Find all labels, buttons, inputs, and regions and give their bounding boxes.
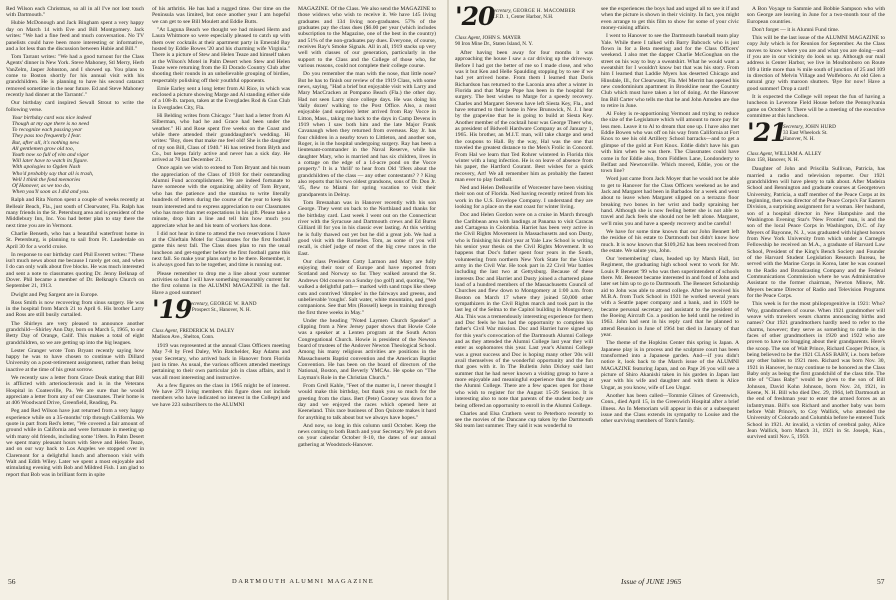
paragraph: Our class President Cotty Larmon and Mary are fully enjoying their tour of Europe and have reported from Scotland and Norway so far. They walked around the St. Andrews Old course on a Sunday (no golf) and, quoting, "We walked a delightful path— marked with sand traps like sheep cuts and contrived 'dimples' in the fairways and greens, and unbelievable 'roughs'. Salt water, white mountains, and good companions. See that Mrs (Rossell) keeps in training through the first three weeks in May." bbox=[298, 258, 436, 316]
paragraph: I went to Hanover to see the Dartmouth baseball team play Yale. While there I talked with Barry Babcock who is just flown in for a Beta meeting and for the Class Officers' weekend. I also met the dapper Charlie McGoughan on the street on his way to buy a sweatshirt. What he would want a sweatshirt for I wouldn't know but that was his story. From him I learned that Laddie Myers has deserted Chicago and Hinsdale, Ill., for Clearwater, Fla. Mel Merritt has opened his new condominium apartment in Brookline near the Country Club which must have taken a lot of doing. At the Hanover Inn Bill Carter who tells me that he and John Amsden are due to retire in June. bbox=[601, 33, 739, 109]
paragraph: Red Wilson each Christmas, so all in all I've not lost touch with Dartmouth." bbox=[6, 6, 144, 19]
secretary-address-line2: Hanover, N. H. bbox=[783, 136, 815, 143]
paragraph: The Shirleys are very pleased to announce another grandchild—Shirley Ann Day, born on March 5, 1965, to our Betty Day of Orange, Calif. This makes a total of eight grandchildren, so we are getting up into the big leagues. bbox=[6, 320, 144, 346]
class-1919-heading bbox=[152, 294, 290, 325]
paragraph: 1919 was represented at the annual Class Officers meeting May 7-8 by Fred Daley, Win Batchelder, Ray Adams and your Secretary, who arrived back in Hanover from Florida just in time. As usual, the various officers attended meetings pertaining to their own particular job in class affairs, and it was all most interesting and instructive. bbox=[152, 342, 290, 381]
class-numeral: '21 bbox=[747, 118, 787, 148]
poem-line: Will later have to watch its figure. bbox=[12, 158, 89, 165]
paragraph: Our birthday card inspired Sewall Strout to write the following verse. bbox=[6, 100, 144, 113]
poem-line: But, after all, it's nothing new. bbox=[12, 139, 80, 146]
agent-address: 90 Iron Mine Dr., Staten Island, N. Y. bbox=[455, 41, 533, 47]
right-running-footer: Issue of JUNE 1965 bbox=[621, 577, 682, 586]
right-column-1 bbox=[455, 6, 593, 566]
paragraph: Ralph and Rita Norton spent a couple of weeks recently at Belleair Beach, Fla., just south of Clearwater, Fla. Ralph has many friends in the St. Petersburg area and is president of the Middlebury Inn, Inc. You had better plan to stay there the next time you are in Vermont. bbox=[6, 197, 144, 229]
paragraph: Daughter of John and Priscilla Sullivan, Patricia, has married a radio and television reporter. Our 1921 grandchildren will have plenty to talk about. After Madeira School and Bennington and graduate courses at Georgetown University, Patricia, a staff member of the Peace Corps at its beginning, then was director of the Peace Corps's Far Eastern Division, a surprising assignment for a woman. Her husband, son of a hospital director in New Hampshire and the Washington Evening Star's 'New Frontier' man, is and the son of the local Peace Corps in Washington, D.C. of Jay Meyers of Bayonne, N. J., was graduated with highest honors from New York University from which under a Carnegie Fellowship he received an M.A., a graduate of Harvard Law School, President of the King's Bench Society and Founder of the Harvard Student Legislation Research Bureau, he served with the Marine Corps in Korea, later he was counsel to the Radio and Broadcasting Company and the Federal Communications Commission where he was Administrative Assistant to the former chairman, Newton Minow, Mr. Meyers became Director of Radio and Television Programs for the Peace Corps. bbox=[747, 166, 885, 300]
paragraph: of his arthritis. He has had a rugged time. Our time on the Peninsula was limited, but once another year I am hopeful we can get to see Bill Moulett and Eddie Butts. bbox=[152, 6, 290, 25]
class-numeral: '20 bbox=[455, 6, 495, 31]
secretary-name: JOHN HURD bbox=[805, 124, 837, 131]
paragraph: As a few figures on the class in 1965 might be of interest. We have 279 living members this figure does not include members who have indicated no interest in the College) and we have 223 subscribers to the ALUMNI bbox=[152, 382, 290, 408]
class-secretary-info bbox=[188, 301, 290, 313]
agent-name: FREDERICK M. DALEY bbox=[179, 327, 235, 334]
right-column-3 bbox=[747, 6, 885, 566]
paragraph: Doc and Helen Gordon were on a cruise in March through the Caribbean area with landings at Panama to visit Caracas and Cartagena in Colombia. Harriet has been very active in the Civil Rights Movement in Massachusetts and son Dusty, who is finishing his third year at Yale Law School is writing his senior year thesis on the Civil Rights Movement. It so happens that Doc's father spent four years in the South, volunteering from northern New York State for the Union army in the Civil War. He took part in 22 Civil War battles including the last two at Gettysburg. Because of these interests Doc and Harriet and Dusty joined a chartered plane load of a hundred members of the Massachusetts Council of Churches and flew down to Montgomery at 1:00 a.m. from Boston on March 17 where they joined 50,000 other sympathizers in the Civil Rights march and took part in the last leg of the Selma to the Capitol building in Montgomery, Ala. This was a tremendously interesting experience for them and Doc feels he has had the opportunity to complete his father's Civil War mission. Doc and Harriet have signed up for this year's convocation of the Dartmouth Alumni College and as they attended the Alumni College last year they will enter as sophomores this year. Last year's Alumni College was a great success and Doc is hoping many other '20s will avail themselves of the wonderful opportunity and the fun that goes with it. In The Bulletin John Dickey said last summer that he had never known a visiting group to have a more enjoyable and meaningful experience than the gang at the Alumni College. There are a few spaces open for those who wish to register for the August 15-29 Session. It is interesting also to note that parents of the student body are being offered an opportunity to enroll in the Alumni College. bbox=[455, 212, 593, 409]
paragraph: Ned and Helen DeBourille of Worcester have been visiting their son out of Florida. Ned having recently retired from his work in the U.S. Envelope Company. I understand they are looking for a place on the east coast for winter living. bbox=[455, 185, 593, 211]
paragraph: see the experiences the boys had and urged all to see it if and when the picture is shown in their vicinity. In fact, you might even arrange to get this film to show for some of your civic money-raising affairs. bbox=[601, 6, 739, 32]
paragraph: Our 'remembering' class, headed up by Marsh Hall, 1st Regiment, the graduating high school went to work for Mr. Louis P. Benezet '99 who was then superintendent of schools there. Mr. Benezet became interested in and fond of John and later set him up to go to Dartmouth. The Benezet Scholarship aid to John was able to attend college. After he received his M.B.A. from Tuck School in 1921 he worked several years with a Seattle paper company and a bank, and in 1929 he became personal secretary and assistant to the president of the Boeing Aircraft Co. a position he held until he retired in 1963. John had sent in his reply card that he planned to attend Reunion in June of 1964 but died in January of that year. bbox=[601, 256, 739, 339]
paragraph: Under the heading "Noted Laymen Church Speaker" a clipping from a New Jersey paper shows that Howie Cole was a speaker at a Lenten program at the South Acton Congregational Church. Howie is president of the Newton board of trustees of the Andover Newton Theological School. Among his many religious activities are positions in the Massachusetts Baptist convention and the American Baptist Convention. He has been on the board of directors of the National, Boston, and Beverly YMCAs. He spoke on "The Layman's Role in the Christian Church." bbox=[298, 317, 436, 381]
paragraph: Don't forget — it is Alumni Fund time. bbox=[752, 26, 840, 33]
paragraph: Word just came from Jack Moyer that he would not be able to get to Hanover for the Class Officers weekend as he and Jack and Margaret had been in Barbados for a week and went about to leave when Margaret slipped on a terrazzo floor breaking two bones in her wrist and badly spraining her hand. Although she is now feeling better she is not able to travel and Jack feels she should not be left alone. Margaret, we'll miss you and have a speedy recovery and be careful! bbox=[601, 176, 739, 227]
agent-role: Class Agent, bbox=[747, 151, 774, 158]
class-secretary-info bbox=[783, 124, 885, 142]
paragraph: Another has been called—Tommie Glines of Greenwich, Conn., died April 15, in the Greenwich Hospital after a brief illness. An In Memoriam will appear in this or a subsequent issue and the Class extends its sympathy to Louise and the other surviving members of Tom's family. bbox=[601, 392, 739, 425]
paragraph: Hubie McDonough and Jack Bingham spent a very happy day on March 14 with Eve and Bill Montgomery. Jack writes: "We had a fine feed and much conversation. No TV panelists could have been more interesting or informative, and a lot less than the discussion between Hubie and Bill." bbox=[6, 20, 144, 52]
class-1921-heading bbox=[747, 118, 885, 148]
secretary-address: R.F.D. 1, Center Harbor, N.H. bbox=[491, 14, 554, 20]
poem-line: Of Hanover, as we too do, bbox=[12, 182, 71, 189]
paragraph: And now, so long in this column until October. Keep the news coming to both Batch and your Secretary. We put down on your calendar October 8-10, the dates of our annual gathering at Woodstock-Hanover. bbox=[298, 422, 436, 448]
paragraph: This week is for the most philoprogenitive in 1921: Who? Why, grandmothers of course. When 1921 grandmother will weave with travelers wears charms announcing births and names? Our 1921 grandmothers hardly need to refer to the charms, however; they serve as something to rattle in the faces of other grandmothers in 1920 and 1922 who are proven to have no bragging about their grandparents. Here's the scoop. The son of Walt Prince, Richard Cooper Prince, is being believed to be the 1921 CLASS BABY, i.e. born before any other babies to 1921 men. Richard was born Nov. 30, 1921 in Hanover, he may continue to be honored as the Class Baby only as being the first grandchild of the class title. The title of "Class Baby" would be given to the son of Bill Johnson, David Kohn Johnson, born Nov. 24, 1921, in Keene, N. H. Bill who died Dec. 29, 1964, left Dartmouth at the end of freshman year to enter the armed forces as an infantryman. Bill's son Richard and another baby was born before Walt Prince's, to Coy Wallick, who attended the University of Colorado and Columbia before he entered Tuck School in 1921. At invalid, a victim of cerebral palsy, Alice Jean Wallick, born March 31, 1921 in St. Joseph, Kan., survived until Nov. 5, 1959. bbox=[747, 301, 885, 441]
poem-line: Though at my age there is no need bbox=[12, 120, 90, 127]
right-page-number: 57 bbox=[877, 577, 885, 586]
left-column-2 bbox=[152, 6, 290, 566]
paragraph: We have for some time known that our John Bennett left the residue of his estate to Dartmouth but didn't know how much. It is now known that $109,262 has been received from the estate. We salute you, John. bbox=[601, 228, 739, 254]
left-column-1 bbox=[6, 6, 144, 566]
paragraph: Do you remember the man with the nose, that little nose? But he has to finish our review of the 1919 Class, with some news, saying, "Had a brief but enjoyable visit with Larry and Mary MacCracken at Pompano Beach (Fla.) the other day. Had not seen Larry since college days. He was doing his 'daily dozen' walking to the Post Office. Also, a most enjoyable (and surprise) letter arrived from Ray Vocce in Litton, Mass., taking me back to the days in Camp Devens in 1919 when I saw both him and the late Major Frank Cavanaugh when they returned from overseas. Ray Jr. has four children in a nearby town to Littleton, and another son, Roger, is in the hospital undergoing surgery. Ray has been a lieutenant-commander in the Naval Reserve, while his daughter Mary, who is married and has six children, lives in a cottage on the edge of a 14-acre pond on the Vocce property." It is a 'thrill' to hear from Old '19ers about the grandchildren of the class — any other contestants? ? ? King also reports that his two oldest grandsons, sons of Dr. Don Jr. '45, flew to Miami for spring vacation to visit their grandparents in Delray. bbox=[298, 71, 436, 198]
paragraph: Al Foley is re-apportioning Vermont and trying to reduce the size of the Legislature which will amount to more pay for less men. Leave it to Al to dream that one up. I have also met Eddie Bowen who was off on his way from California at Fort Knox to see his old Artillery School barracks—and to get a glimpse of the gold at Fort Knox. Eddie didn't have his gun with him when he was there. The Classmates could have come in for Eddie also, from Fiddlers Lane, Londonderry to Belfast and Newtonville. Which moved, Eddie, you or the town line? bbox=[601, 111, 739, 175]
paragraph: MAGAZINE. Of the Class. We also send the MAGAZINE to those widows who wish to receive it. We have 145 living graduates and 134 living non-graduates. 57% of the graduates pay the class dues ($6.00 per year (which includes subscription to the Magazine, one of the best in the country) and 51% of the non-graduates pay dues. Everyone, of course, receives Ray's Smoke Signals. All in all, 1919 stacks up very well with classes of our generation, particularly in the support to the Class and the College of those who, for various reasons, could not complete their college course. bbox=[298, 6, 436, 70]
poem-line: All gentlemen grow old too, bbox=[12, 145, 75, 152]
right-page bbox=[449, 0, 896, 600]
paragraph: Charlie Benseth, who has a beautiful waterfront home in St. Petersburg, is planning to sail from Ft. Lauderdale on April 30 for a world cruise. bbox=[6, 230, 144, 250]
class-agent-info bbox=[152, 328, 290, 340]
paragraph: Charles and Elsa Crathern went to Peterboro recently to see the movies of the Dancane cup taken by the Dartmouth Ski team last summer. They said it was wonderful to bbox=[455, 410, 593, 430]
paragraph: Dwight and Peg Sargent are in Europe. bbox=[11, 291, 99, 298]
poem-line: They pass too frequently I fear. bbox=[12, 133, 82, 140]
poem-line: Well I think the fond memories bbox=[12, 176, 81, 183]
paragraph: This will be the last issue of the ALUMNI MAGAZINE to copy July which is for Reunion for September. As the Class moves to know where you are and what you are doing—and if you are in our vicinity do look us up. Although our mail address is Center Harbor, we live in Moultonboro on Route 109 a little more than ¾ mile south of junction of 25 and 109 in direction of Melvin Village and Wolfeboro. At old Glen a natural gray with maroon shutters. 'Bye for now! Have a good summer! Drop a card! bbox=[747, 34, 885, 92]
paragraph: A Bon Voyage to Sammie and Bobbie Sampson who with son George are leaving in June for a two-month tour of the European countries. bbox=[747, 6, 885, 25]
secretary-role: Secretary, bbox=[783, 124, 804, 131]
paragraph: Ross Smith is now recovering from sinus surgery. He was in the hospital from March 21 to April 6. His brother Larry and Ross are still busily curtailed. bbox=[6, 299, 144, 319]
paragraph: Ernie Earley sent a long letter from Al Rice, in which was enclosed a picture showing Marge and Al standing either side of a 108-lb. tarpon, taken at the Everglades Rod & Gun Club in Everglades City, Fla. bbox=[152, 85, 290, 111]
secretary-role: Secretary, bbox=[188, 300, 209, 307]
left-page-number: 56 bbox=[8, 577, 16, 586]
paragraph: From Grell Kahle, "Feet of the matter is, I never thought I would make this birthday, but thank you so much for the greeting from the class. Bert (Pete) Cooney was down for a day and we enjoyed the races which opened here at Keeneland. This race business of Don Quixote makes it hard for anything to talk about but we always have hopes." bbox=[298, 382, 436, 421]
paragraph: The theme of the Hopkins Center this spring is Japan. A Japanese play is in process and the sculpture court has been transformed into a Japanese garden. And—if you didn't notice it, look back to the March issue of the ALUMNI MAGAZINE featuring Japan, and on Page 26 you will see a picture of Shiro Akanishi taken in his garden in Japan last year with his wife and daughter and with them is Alice Ungar, as you know, wife of Leo Ungar. bbox=[601, 340, 739, 391]
paragraph: After having been away for four months it was approaching the house I saw a car driving up the driveway. Before I had got the better of me so I made close, and who was it but Ken and Helle Spaulding stopping by to see if we had yet arrived home. From them I learned that Doris Richardson has returned to the Laconia area after a winter in Florida and that Marge Pope has been in the hospital for surgery. The best wishes to Marge for a speedy recovery. Charles and Margaret Stevens have left Siesta Key, Fla., and have returned to their home in New Brunswick, N. J. I hear by the grapevine that he is going to build at Siesta Key. Another member of the cocktail hour was George Theer who, as president of Bidwell Hardware Company as of January 1, 1965. His brother, an M.I.T. man, will take charge and send the coupons to Hall. By the way, Hal was the one that traveled the greatest distance to the Men's Frolic in Concord. From Hal we learn that Ted Rohrer wintered in Florida this winter with a lung infection. He is on leave of absence from his paper, the Hartford Courant. Best wishes for a quick recovery, Art! We all remember him as probably the fastest man ever to play football. bbox=[455, 50, 593, 183]
class-secretary-info bbox=[491, 8, 593, 20]
paragraph: Please remember to drop me a line about your summer activities so that I will have something reasonably current for the first column in the ALUMNI MAGAZINE in the fall. Have a good summer! bbox=[152, 270, 290, 296]
secretary-role: Secretary, bbox=[491, 8, 512, 14]
paragraph: "At Laguna Beach we thought we had missed Herm and Laura Whitmore so were especially pleased to catch up with them over cocktails at their apartment party in Emerald Bay hosted by Eddie Bowes '20 and his charming wife Virginia." There is a picture of Stew and Helen Teaze and himself taken at the Wilson's Motel in Palm Desert when Stew and Helen Teaze were returning from the El Dorado Country Club after shooting their rounds in an unbelievable grouping of birdies, respectably polishing off their youthful opponents. bbox=[152, 26, 290, 84]
agent-name: JOHN S. MAYER bbox=[482, 35, 521, 41]
left-page bbox=[0, 0, 447, 600]
secretary-name: GEORGE W. RAND bbox=[210, 300, 257, 307]
poem-line: Your birthday card was nice indeed bbox=[12, 114, 92, 121]
agent-address: Madison Ave., Shelton, Conn. bbox=[152, 333, 215, 340]
left-running-footer: DARTMOUTH ALUMNI MAGAZINE bbox=[232, 578, 375, 585]
paragraph: Tom Bresnahan was in Hanover recently with his son George. They went on back to the Northland and thanks for the birthday card. Last week I went out on the Connecticut river with the Syracuse and Dartmouth crews and Ed Burns Gilliard ill for you in his classic ever lasting. At this writing he is fully thawed out yet but he did a great job. We had a good visit with the Romelles. Tom, as some of you will recall, is chief judge of most of the big crew races in the East. bbox=[298, 199, 436, 257]
agent-role: Class Agent, bbox=[455, 35, 482, 41]
poem-line: Who'd probably say that all is trash, bbox=[12, 170, 94, 177]
paragraph: It is expected the College will repeat the fun of having a luncheon in Leverone Field House before the Pennsylvania game on October 9. There will be a meeting of the executive committee at this luncheon. bbox=[747, 93, 885, 119]
paragraph: Tom Tarrant writes: "We had a good turnout for the Class Agents' dinner in New York. Steve Mahoney, Stl Merry, Herb VanZelm, Jasper Johnston, and I showed up. You plans to come to Boston shortly for his annual visit with his grandchildren. He is planning to have his second cataract removed sometime in the near future. Ed and Steve Mahoney recently had dinner at the Tarrants'." bbox=[6, 54, 144, 99]
class-agent-info bbox=[747, 151, 885, 163]
class-numeral: '19 bbox=[152, 294, 192, 324]
agent-role: Class Agent, bbox=[152, 327, 179, 334]
poem-line: To recognize each passing year bbox=[12, 127, 83, 134]
secretary-name: GEORGE H. MACOMBER bbox=[513, 8, 576, 14]
paragraph: We recently saw a letter from Grace Deak stating that Bill is afflicted with arteriosclerosis and is in the Veterans Hospital in Coatesville, Pa. We are sure that he would appreciate a letter from any of our Classmates. Their home is at 406 Woodward Drive, Greenfield, Reading, Pa. bbox=[6, 374, 144, 407]
paragraph: In response to our birthday card Phil Everett writes: "These isn't much news about me because I rarely get out, and when I do can only walk about five blocks. He was much interested and sent a note to classmates quoting Dr. Jenny Belknap of Dover. Phil became a member of Dr. Belknap's Church on September 21, 1913. bbox=[6, 251, 144, 290]
paragraph: Hi Belding writes from Chicago: "Just had a letter from Al Silberman, who had he and Grace had been under the weather." Hi and Rose spent five weeks on the Coast and while there attended their granddaughter's wedding. Hi writes: "Boy, does that make me feel old! She is the daughter of my son Bill, Class of 1940." Hi has retired from Blyth and Co., but keeps fairly active and never has a sick day. He arrived at 70 last December 21. bbox=[152, 112, 290, 164]
birthday-poem bbox=[12, 115, 144, 196]
paragraph: Lester Granger wrote Tom Bryant recently saying how happy he was to have chosen to continue with Dillard University on a post-retirement assignment, rather than being inactive at the time of his great sorrow. bbox=[6, 347, 144, 373]
paragraph: Once again we wish to extend to Tom Bryant and his team the appreciation of the Class of 1918 for their outstanding Alumni Fund accomplishment. We are indeed fortunate to have someone with the organizing ability of Tom Bryant, who has the patience and the stamina to write literally hundreds of letters during the course of the year to keep his team interested and to express appreciation to our Classmates who has more than met expectations in his gift. Please take a minute, drop him a line and tell him how much you appreciate what he and his team of workers has done. bbox=[152, 165, 290, 229]
paragraph: Peg and Red Wilson have just returned from a very happy experience while on a 35-months' trip through California. We quote in part from Red's letter, "We covered a fair amount of ground while in California and were fortunate in meeting up with many old friends, including some '18ers. In Palm Desert we spent many pleasant hours with Steve and Helen Teaze, and on our way back to Los Angeles we stopped over in Claremont for a delightful lunch and afternoon visit with Walt and Edith Wiley. Later we spent a most enjoyable and stimulating evening with Bob and Mildred Fish. I am glad to report that Bob was in brilliant form in spite bbox=[6, 408, 144, 478]
secretary-address: 3 Prospect St., Hanover, N. H. bbox=[188, 306, 251, 313]
poem-line: When you'll soon as I did and you. bbox=[12, 189, 90, 196]
paragraph: I did not hear in time to attend the two reservations I have at the Chieftain Motel for Classmates for the first football game this next fall. The Class does plan to run the usual luncheon and get-together before the first football game this next fall. So make your plans early to be there. Remember, it is always good fun to be together, and time is running out. bbox=[152, 230, 290, 269]
agent-address: Box 158, Hanover, N. H. bbox=[747, 157, 799, 164]
right-column-2 bbox=[601, 6, 739, 566]
agent-name: WILLIAM A. ALLEY bbox=[774, 151, 822, 158]
class-agent-info bbox=[455, 35, 593, 47]
secretary-address: 33 East Wheelock St. bbox=[783, 130, 828, 137]
poem-line: With apologies to Ogden Nash bbox=[12, 164, 81, 171]
left-column-3 bbox=[298, 6, 436, 566]
class-1920-heading bbox=[455, 6, 593, 32]
poem-line: Youth now so full of vim and vigor bbox=[12, 151, 89, 158]
